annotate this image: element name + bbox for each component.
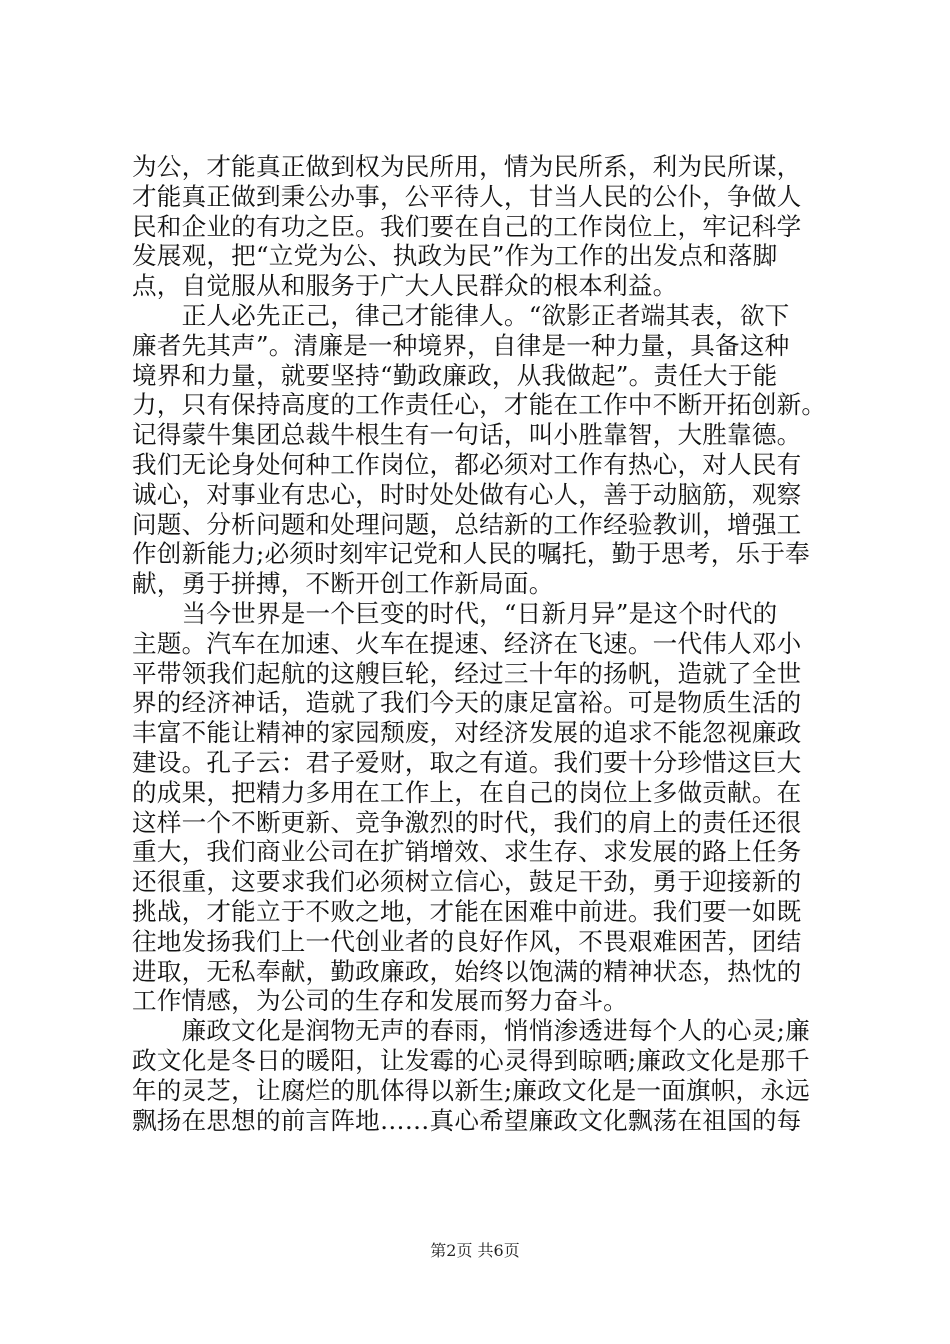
text-line: 力，只有保持高度的工作责任心，才能在工作中不断开拓创新。	[132, 390, 827, 420]
text-line: 正人必先正己，律己才能律人。“欲影正者端其表，欲下	[132, 300, 790, 330]
text-line: 点，自觉服从和服务于广大人民群众的根本利益。	[132, 271, 678, 301]
text-line: 挑战，才能立于不败之地，才能在困难中前进。我们要一如既	[132, 896, 802, 926]
text-line: 我们无论身处何种工作岗位，都必须对工作有热心，对人民有	[132, 449, 802, 479]
text-line: 才能真正做到秉公办事，公平待人，甘当人民的公仆，争做人	[132, 181, 802, 211]
text-line: 民和企业的有功之臣。我们要在自己的工作岗位上，牢记科学	[132, 211, 802, 241]
text-line: 重大，我们商业公司在扩销增效、求生存、求发展的路上任务	[132, 837, 802, 867]
text-line: 飘扬在思想的前言阵地……真心希望廉政文化飘荡在祖国的每	[132, 1105, 802, 1135]
text-line: 的成果，把精力多用在工作上，在自己的岗位上多做贡献。在	[132, 777, 802, 807]
text-line: 进取，无私奉献，勤政廉政，始终以饱满的精神状态，热忱的	[132, 956, 802, 986]
text-line: 诚心，对事业有忠心，时时处处做有心人，善于动脑筋，观察	[132, 479, 802, 509]
page-number-footer: 第2页 共6页	[430, 1241, 520, 1260]
text-line: 境界和力量，就要坚持“勤政廉政，从我做起”。责任大于能	[132, 360, 778, 390]
text-line: 为公，才能真正做到权为民所用，情为民所系，利为民所谋，	[132, 152, 802, 181]
text-line: 界的经济神话，造就了我们今天的康足富裕。可是物质生活的	[132, 688, 802, 718]
text-line: 廉者先其声”。清廉是一种境界，自律是一种力量，具备这种	[132, 330, 790, 360]
text-line: 发展观，把“立党为公、执政为民”作为工作的出发点和落脚	[132, 241, 778, 271]
text-line: 年的灵芝，让腐烂的肌体得以新生;廉政文化是一面旗帜，永远	[132, 1075, 810, 1105]
text-line: 当今世界是一个巨变的时代，“日新月异”是这个时代的	[132, 598, 778, 628]
text-line: 作创新能力;必须时刻牢记党和人民的嘱托，勤于思考，乐于奉	[132, 539, 810, 569]
text-line: 工作情感，为公司的生存和发展而努力奋斗。	[132, 986, 628, 1016]
text-line: 记得蒙牛集团总裁牛根生有一句话，叫小胜靠智，大胜靠德。	[132, 420, 802, 450]
text-line: 还很重，这要求我们必须树立信心，鼓足干劲，勇于迎接新的	[132, 867, 802, 897]
text-line: 献，勇于拼搏，不断开创工作新局面。	[132, 569, 554, 599]
text-line: 这样一个不断更新、竞争激烈的时代，我们的肩上的责任还很	[132, 807, 802, 837]
text-line: 廉政文化是润物无声的春雨，悄悄渗透进每个人的心灵;廉	[132, 1016, 810, 1046]
text-line: 政文化是冬日的暖阳，让发霉的心灵得到晾晒;廉政文化是那千	[132, 1045, 810, 1075]
text-line: 建设。孔子云：君子爱财，取之有道。我们要十分珍惜这巨大	[132, 747, 802, 777]
text-line: 主题。汽车在加速、火车在提速、经济在飞速。一代伟人邓小	[132, 628, 802, 658]
text-line: 平带领我们起航的这艘巨轮，经过三十年的扬帆，造就了全世	[132, 658, 802, 688]
document-body	[132, 152, 832, 1135]
text-line: 问题、分析问题和处理问题，总结新的工作经验教训，增强工	[132, 509, 802, 539]
text-line: 丰富不能让精神的家园颓废，对经济发展的追求不能忽视廉政	[132, 718, 802, 748]
text-line: 往地发扬我们上一代创业者的良好作风，不畏艰难困苦，团结	[132, 926, 802, 956]
